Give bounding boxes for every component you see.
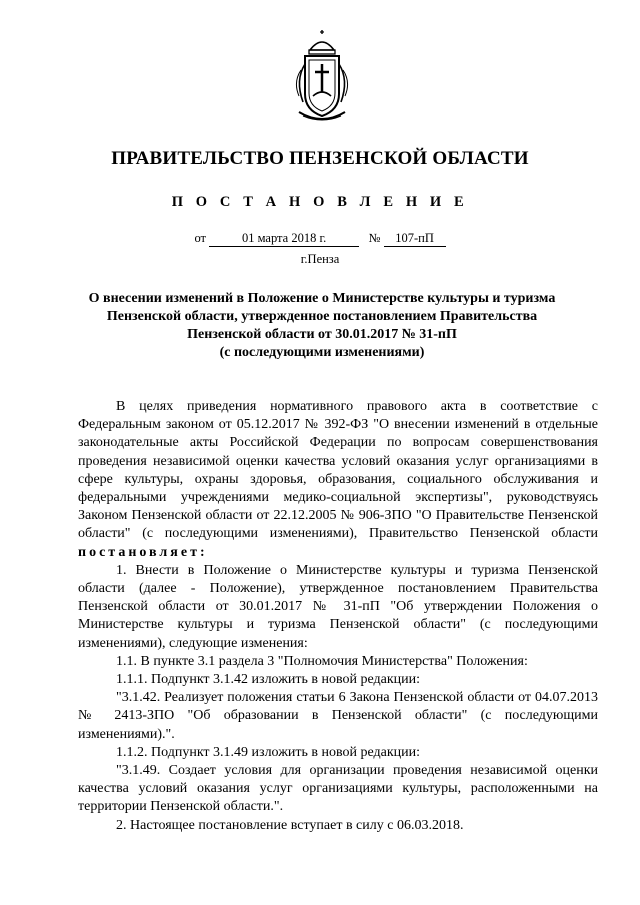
- government-title: ПРАВИТЕЛЬСТВО ПЕНЗЕНСКОЙ ОБЛАСТИ: [111, 148, 529, 169]
- item-paragraph: "3.1.49. Создает условия для организации проведения независимой оценки качества условий оказания услуг организациями культуры, расположенными на территории Пензенской области.".: [78, 763, 598, 815]
- document-heading: [80, 290, 564, 362]
- date-number-line: [0, 231, 640, 247]
- item-paragraph: 1.1.2. Подпункт 3.1.49 изложить в новой редакции:: [116, 744, 421, 760]
- preamble-paragraph: [78, 398, 598, 562]
- document-type: П О С Т А Н О В Л Е Н И Е: [171, 194, 469, 210]
- heading-line: О внесении изменений в Положение о Министерстве культуры и туризма: [88, 291, 556, 306]
- number-prefix: №: [368, 231, 381, 245]
- document-city: г.Пенза: [300, 252, 340, 266]
- item-paragraph: "3.1.42. Реализует положения статьи 6 Закона Пензенской области от 04.07.2013 № 2413-ЗПО "Об образовании в Пензенской области" (с последующими изменениями).".: [78, 690, 598, 742]
- coat-of-arms-emblem: [293, 30, 351, 126]
- item-paragraph: 2. Настоящее постановление вступает в силу с 06.03.2018.: [116, 817, 464, 833]
- preamble-text: В целях приведения нормативного правового акта в соответствие с Федеральным законом от 05.12.2017 № 392-ФЗ "О внесении изменений в отдельные законодательные акты Российской Федерации по вопросам совершенствования проведения независимой оценки качества условий оказания услуг организациями в сфере культуры, охраны здоровья, образования, социального обслуживания и федеральными учреждениями медико-социальной экспертизы", руководствуясь Законом Пензенской области от 22.12.2005 № 906-ЗПО "О Правительстве Пензенской области" (с последующими изменениями), Правительство Пензенской области: [78, 399, 598, 542]
- heading-line: Пензенской области, утвержденное постановлением Правительства: [106, 309, 538, 324]
- heading-line: (с последующими изменениями): [219, 345, 425, 360]
- item-paragraph: 1.1.1. Подпункт 3.1.42 изложить в новой редакции:: [116, 672, 421, 688]
- document-body: [78, 398, 598, 835]
- document-date: 01 марта 2018 г.: [209, 231, 359, 247]
- item-paragraph: 1.1. В пункте 3.1 раздела 3 "Полномочия Министерства" Положения:: [116, 653, 528, 669]
- heading-line: Пензенской области от 30.01.2017 № 31-пП: [187, 327, 457, 342]
- decree-word: постановляет:: [78, 544, 208, 560]
- document-number: 107-пП: [384, 231, 446, 247]
- date-prefix: от: [194, 231, 206, 245]
- item-paragraph: 1. Внести в Положение о Министерстве культуры и туризма Пензенской области (далее - Положение), утвержденное постановлением Правительства Пензенской области от 30.01.2017 № 31-пП "Об утверждении Положения о Министерстве культуры и туризма Пензенской области" (с последующими изменениями), следующие изменения:: [78, 562, 598, 651]
